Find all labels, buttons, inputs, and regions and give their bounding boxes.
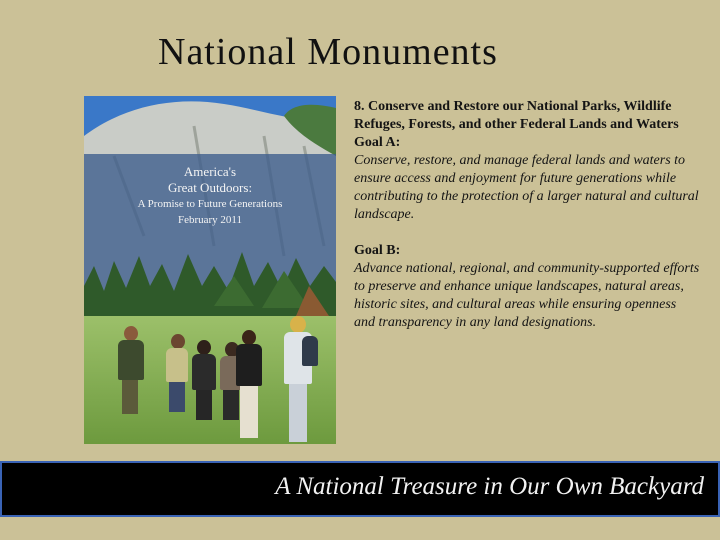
cover-subtitle: A Promise to Future Generations (137, 198, 283, 210)
section-heading: 8. Conserve and Restore our National Parks, Wildlife Refuges, Forests, and other Federal Lands and Waters (354, 99, 679, 132)
goals-text-column (354, 98, 700, 332)
spacer (354, 224, 700, 242)
cover-title (84, 164, 336, 196)
report-cover-photo (84, 96, 336, 444)
goal-b-label: Goal B: (354, 243, 401, 258)
cover-date: February 2011 (177, 214, 243, 226)
cover-title-line1: America's (183, 164, 237, 179)
footer-tagline: A National Treasure in Our Own Backyard (275, 473, 704, 500)
footer-banner (0, 461, 720, 517)
slide-title: National Monuments (158, 31, 498, 73)
forest-treeline (84, 246, 336, 326)
goal-b-text: Advance national, regional, and community-supported efforts to preserve and enhance unique landscapes, natural areas, historic sites, and cultural areas while ensuring openness and transparency in any land designations. (354, 261, 700, 330)
goal-a-label: Goal A: (354, 135, 401, 150)
goal-a-text: Conserve, restore, and manage federal lands and waters to ensure access and enjoyment for future generations while contributing to the protection of a larger natural and cultural landscape. (354, 153, 699, 222)
cover-title-line2: Great Outdoors: (167, 180, 253, 195)
